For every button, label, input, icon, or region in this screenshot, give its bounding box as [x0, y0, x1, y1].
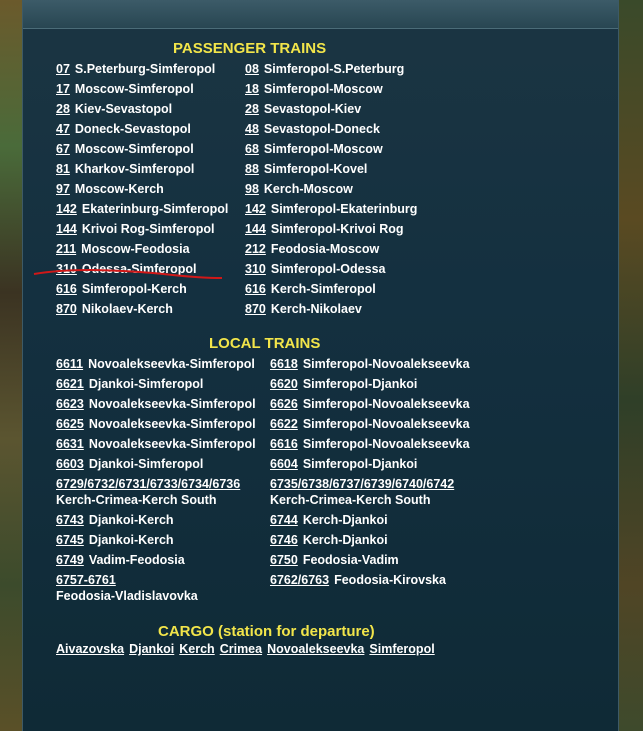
train-number-link[interactable]: 6745: [56, 533, 84, 547]
train-number-link[interactable]: 6757-6761: [56, 573, 116, 587]
train-route: Moscow-Simferopol: [74, 82, 194, 96]
train-route: Kharkov-Simferopol: [74, 162, 195, 176]
train-route: Novoalekseevka-Simferopol: [88, 437, 256, 451]
train-number-link[interactable]: 6618: [270, 357, 298, 371]
train-route: Sevastopol-Doneck: [263, 122, 380, 136]
train-route: Djankoi-Simferopol: [88, 377, 204, 391]
train-number-link[interactable]: 6623: [56, 397, 84, 411]
train-route: Djankoi-Simferopol: [88, 457, 204, 471]
train-number-link[interactable]: 6631: [56, 437, 84, 451]
train-route: Feodosia-Vladislavovka: [56, 589, 198, 603]
train-route: Kerch-Crimea-Kerch South: [270, 493, 431, 507]
cargo-heading: CARGO (station for departure): [158, 623, 375, 640]
train-number-link[interactable]: 18: [245, 82, 259, 96]
train-route: Kerch-Crimea-Kerch South: [56, 493, 217, 507]
cargo-station-link[interactable]: Simferopol: [369, 642, 435, 656]
train-number-link[interactable]: 6744: [270, 513, 298, 527]
train-number-link[interactable]: 28: [56, 102, 70, 116]
train-route: Simferopol-S.Peterburg: [263, 62, 405, 76]
train-route: Simferopol-Novoalekseevka: [302, 417, 470, 431]
train-number-link[interactable]: 211: [56, 242, 77, 256]
train-route: Moscow-Kerch: [74, 182, 164, 196]
train-number-link[interactable]: 144: [245, 222, 266, 236]
train-number-link[interactable]: 6626: [270, 397, 298, 411]
cargo-station-link[interactable]: Crimea: [219, 642, 263, 656]
train-route: Simferopol-Novoalekseevka: [302, 397, 470, 411]
train-route: Kerch-Simferopol: [270, 282, 376, 296]
train-number-link[interactable]: 310: [56, 262, 77, 276]
train-route: Simferopol-Novoalekseevka: [302, 357, 470, 371]
train-route: Novoalekseevka-Simferopol: [88, 357, 255, 371]
train-route: Feodosia-Vadim: [302, 553, 399, 567]
train-route: Kerch-Moscow: [263, 182, 353, 196]
train-route: Doneck-Sevastopol: [74, 122, 191, 136]
train-number-link[interactable]: 68: [245, 142, 259, 156]
train-number-link[interactable]: 6622: [270, 417, 298, 431]
train-route: Moscow-Feodosia: [81, 242, 190, 256]
train-number-link[interactable]: 870: [245, 302, 266, 316]
train-route: Ekaterinburg-Simferopol: [81, 202, 229, 216]
train-number-link[interactable]: 6611: [56, 357, 84, 371]
train-number-link[interactable]: 616: [245, 282, 266, 296]
train-route: Simferopol-Novoalekseevka: [302, 437, 470, 451]
train-route: Simferopol-Djankoi: [302, 377, 418, 391]
train-number-link[interactable]: 08: [245, 62, 259, 76]
train-route: Krivoi Rog-Simferopol: [81, 222, 215, 236]
train-route: Odessa-Simferopol: [81, 262, 197, 276]
train-number-link[interactable]: 144: [56, 222, 77, 236]
train-route: Novoalekseevka-Simferopol: [88, 397, 256, 411]
train-route: Simferopol-Moscow: [263, 82, 383, 96]
train-number-link[interactable]: 870: [56, 302, 77, 316]
train-number-link[interactable]: 6620: [270, 377, 298, 391]
train-number-link[interactable]: 310: [245, 262, 266, 276]
cargo-station-link[interactable]: Djankoi: [129, 642, 175, 656]
train-number-link[interactable]: 142: [245, 202, 266, 216]
train-number-link[interactable]: 212: [245, 242, 266, 256]
train-number-link[interactable]: 6762/6763: [270, 573, 330, 587]
train-route: Novoalekseevka-Simferopol: [88, 417, 256, 431]
train-route: Kerch-Djankoi: [302, 533, 388, 547]
train-number-link[interactable]: 17: [56, 82, 70, 96]
train-number-link[interactable]: 97: [56, 182, 70, 196]
train-number-link[interactable]: 88: [245, 162, 259, 176]
train-number-link[interactable]: 616: [56, 282, 77, 296]
train-route: Simferopol-Odessa: [270, 262, 386, 276]
train-route: Sevastopol-Kiev: [263, 102, 362, 116]
train-route: Feodosia-Moscow: [270, 242, 380, 256]
cargo-station-link[interactable]: Novoalekseevka: [267, 642, 365, 656]
train-number-link[interactable]: 07: [56, 62, 70, 76]
train-number-link[interactable]: 6746: [270, 533, 298, 547]
train-number-link[interactable]: 6729/6732/6731/6733/6734/6736: [56, 477, 241, 491]
cargo-station-link[interactable]: Aivazovska: [56, 642, 125, 656]
train-number-link[interactable]: 6616: [270, 437, 298, 451]
train-route: Simferopol-Kerch: [81, 282, 187, 296]
train-number-link[interactable]: 81: [56, 162, 70, 176]
train-route: Djankoi-Kerch: [88, 513, 174, 527]
train-number-link[interactable]: 28: [245, 102, 259, 116]
train-route: Kerch-Nikolaev: [270, 302, 362, 316]
train-route: Simferopol-Moscow: [263, 142, 383, 156]
train-number-link[interactable]: 6604: [270, 457, 298, 471]
train-route: Feodosia-Kirovska: [334, 573, 446, 587]
train-number-link[interactable]: 6749: [56, 553, 84, 567]
train-route: Nikolaev-Kerch: [81, 302, 173, 316]
train-route: Kiev-Sevastopol: [74, 102, 173, 116]
train-route: Djankoi-Kerch: [88, 533, 174, 547]
train-route: Moscow-Simferopol: [74, 142, 194, 156]
train-route: Simferopol-Ekaterinburg: [270, 202, 418, 216]
train-number-link[interactable]: 47: [56, 122, 70, 136]
train-number-link[interactable]: 67: [56, 142, 70, 156]
train-number-link[interactable]: 98: [245, 182, 259, 196]
cargo-station-link[interactable]: Kerch: [179, 642, 215, 656]
train-number-link[interactable]: 142: [56, 202, 77, 216]
passenger-trains-heading: PASSENGER TRAINS: [173, 40, 327, 57]
train-route: S.Peterburg-Simferopol: [74, 62, 216, 76]
train-route: Vadim-Feodosia: [88, 553, 185, 567]
train-number-link[interactable]: 6603: [56, 457, 84, 471]
train-route: Kerch-Djankoi: [302, 513, 388, 527]
train-number-link[interactable]: 6621: [56, 377, 84, 391]
train-route: Simferopol-Djankoi: [302, 457, 418, 471]
train-number-link[interactable]: 6625: [56, 417, 84, 431]
local-trains-heading: LOCAL TRAINS: [209, 335, 321, 352]
train-number-link[interactable]: 6735/6738/6737/6739/6740/6742: [270, 477, 455, 491]
train-route: Simferopol-Krivoi Rog: [270, 222, 404, 236]
train-route: Simferopol-Kovel: [263, 162, 368, 176]
train-number-link[interactable]: 48: [245, 122, 259, 136]
train-number-link[interactable]: 6750: [270, 553, 298, 567]
train-number-link[interactable]: 6743: [56, 513, 84, 527]
